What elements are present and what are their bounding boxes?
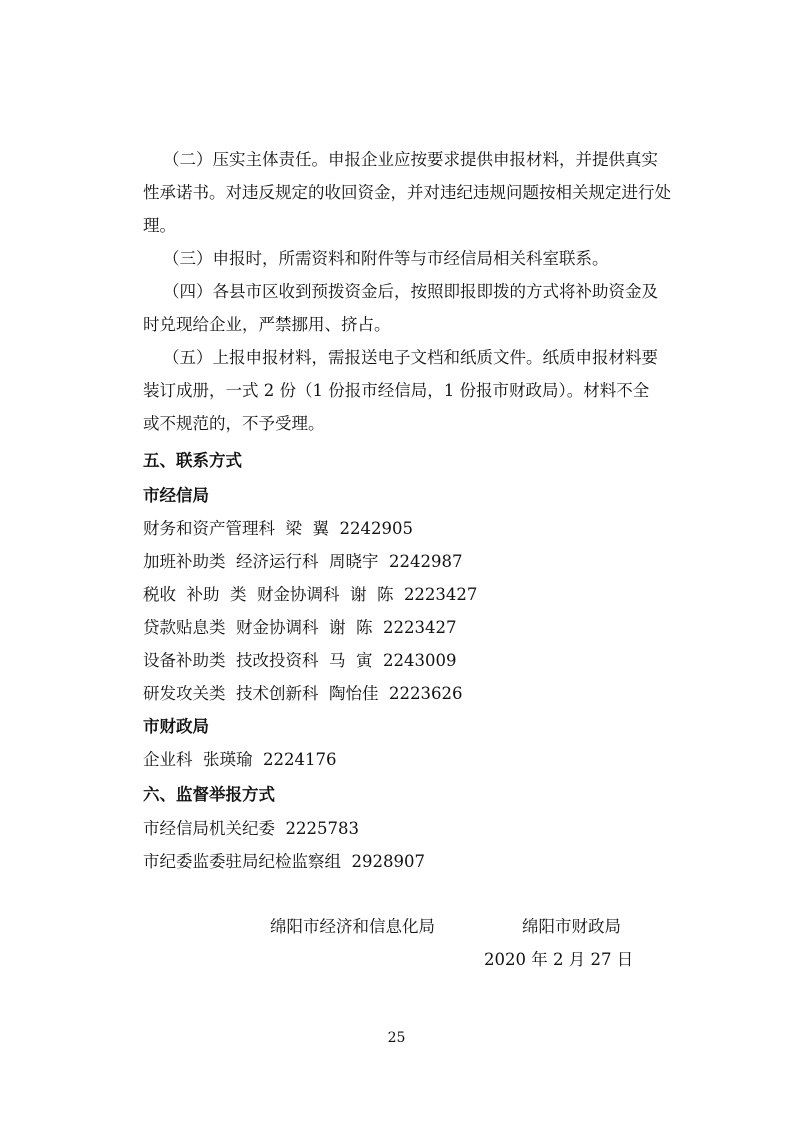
report-line: 市纪委监委驻局纪检监察组 2928907 — [143, 852, 425, 871]
paragraph-5-line-1: （五）上报申报材料，需报送电子文档和纸质文件。纸质申报材料要 — [163, 348, 658, 367]
page-number: 25 — [387, 1030, 406, 1046]
contact-line: 企业科 张瑛瑜 2224176 — [143, 750, 337, 769]
contact-line: 研发攻关类 技术创新科 陶怡佳 2223626 — [143, 684, 463, 703]
contact-line: 设备补助类 技改投资科 马 寅 2243009 — [143, 651, 457, 670]
signature-date: 2020 年 2 月 27 日 — [484, 950, 634, 969]
contact-line: 财务和资产管理科 梁 翼 2242905 — [143, 519, 413, 538]
paragraph-3-line-1: （三）申报时，所需资料和附件等与市经信局相关科室联系。 — [163, 249, 609, 268]
contact-line: 加班补助类 经济运行科 周晓宇 2242987 — [143, 552, 463, 571]
signature-org-1: 绵阳市经济和信息化局 — [270, 917, 435, 936]
contact-group-1-title: 市经信局 — [143, 486, 209, 505]
paragraph-2-line-2: 性承诺书。对违反规定的收回资金，并对违纪违规问题按相关规定进行处 — [143, 183, 671, 202]
section-5-heading: 五、联系方式 — [143, 451, 242, 470]
paragraph-2-line-1: （二）压实主体责任。申报企业应按要求提供申报材料，并提供真实 — [163, 150, 658, 169]
contact-line: 税收 补助 类 财金协调科 谢 陈 2223427 — [143, 585, 478, 604]
paragraph-5-line-3: 或不规范的，不予受理。 — [143, 414, 325, 433]
paragraph-5-line-2: 装订成册，一式 2 份（1 份报市经信局，1 份报市财政局）。材料不全 — [143, 381, 650, 400]
contact-group-2-title: 市财政局 — [143, 717, 209, 736]
paragraph-4-line-2: 时兑现给企业，严禁挪用、挤占。 — [143, 315, 391, 334]
paragraph-2-line-3: 理。 — [143, 216, 176, 235]
signature-org-2: 绵阳市财政局 — [522, 917, 621, 936]
contact-line: 贷款贴息类 财金协调科 谢 陈 2223427 — [143, 618, 457, 637]
section-6-heading: 六、监督举报方式 — [143, 785, 275, 804]
report-line: 市经信局机关纪委 2225783 — [143, 819, 359, 838]
paragraph-4-line-1: （四）各县市区收到预拨资金后，按照即报即拨的方式将补助资金及 — [163, 282, 658, 301]
